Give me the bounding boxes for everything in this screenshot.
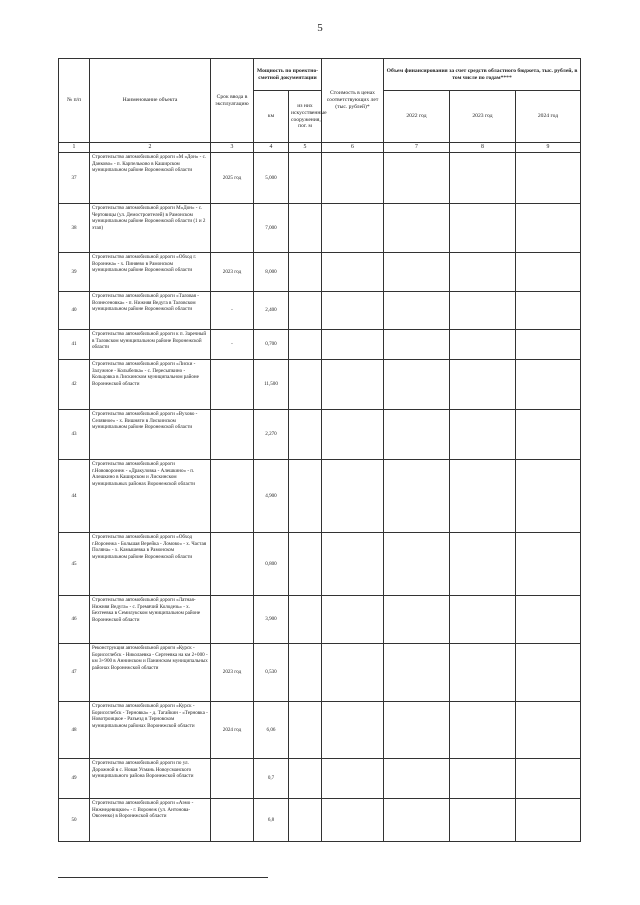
table-row <box>59 533 581 596</box>
object-name: Строительство автомобильной дороги по ул. Дорожной в с. Новая Усмань Новоусманского муниципального района Воронежской области <box>90 759 211 799</box>
row-number: 43 <box>59 410 90 460</box>
funding-2022 <box>384 153 450 204</box>
row-number: 42 <box>59 360 90 410</box>
header-capacity: Мощность по проектно-сметной документации <box>254 59 322 91</box>
table-row <box>59 410 581 460</box>
cost-value <box>322 410 384 460</box>
object-name: Строительство автомобильной дороги «Лиски - Залужное - Колыбелка» - с. Пересыпкино - Кольцовка в Лискинском муниципальном районе Воронежской области <box>90 360 211 410</box>
header-cost: Стоимость в ценах соответствующих лет (тыс. рублей)* <box>322 59 384 143</box>
funding-2024 <box>516 533 581 596</box>
column-number: 7 <box>384 143 450 153</box>
structures-length <box>289 759 322 799</box>
commissioning-term <box>211 204 254 253</box>
structures-length <box>289 410 322 460</box>
structures-length <box>289 644 322 702</box>
funding-2023 <box>450 410 516 460</box>
column-number: 9 <box>516 143 581 153</box>
row-number: 39 <box>59 253 90 292</box>
object-name: Строительство автомобильной дороги г.Нововоронеж - «Дракуловка - Алешкино» - п. Алешкино в Каширском и Лискинском муниципальных районах Воронежской области <box>90 460 211 533</box>
table-row <box>59 702 581 759</box>
row-number: 37 <box>59 153 90 204</box>
funding-2023 <box>450 596 516 644</box>
header-name: Наименование объекта <box>90 59 211 143</box>
funding-2022 <box>384 460 450 533</box>
funding-2022 <box>384 759 450 799</box>
header-no: № п/п <box>59 59 90 143</box>
funding-2024 <box>516 410 581 460</box>
funding-2022 <box>384 596 450 644</box>
object-name: Строительство автомобильной дороги к п. Заречный в Таловском муниципальном районе Воронежской области <box>90 330 211 360</box>
object-name: Строительство автомобильной дороги «Таловая - Вознесеновка» - п. Нижняя Ведуга в Таловском муниципальном районе Воронежской области <box>90 292 211 330</box>
funding-2023 <box>450 533 516 596</box>
table-row <box>59 360 581 410</box>
length-km: 0,700 <box>254 330 289 360</box>
structures-length <box>289 460 322 533</box>
table-row <box>59 253 581 292</box>
funding-2024 <box>516 644 581 702</box>
table-row <box>59 644 581 702</box>
commissioning-term <box>211 410 254 460</box>
row-number: 40 <box>59 292 90 330</box>
funding-2023 <box>450 460 516 533</box>
funding-2023 <box>450 153 516 204</box>
structures-length <box>289 153 322 204</box>
length-km: 8,000 <box>254 253 289 292</box>
length-km: 2,400 <box>254 292 289 330</box>
cost-value <box>322 204 384 253</box>
table-row <box>59 153 581 204</box>
length-km: 4,900 <box>254 460 289 533</box>
funding-2023 <box>450 759 516 799</box>
funding-2023 <box>450 644 516 702</box>
cost-value <box>322 330 384 360</box>
commissioning-term: 2025 год <box>211 153 254 204</box>
length-km: 6,06 <box>254 702 289 759</box>
funding-2023 <box>450 253 516 292</box>
commissioning-term: 2024 год <box>211 702 254 759</box>
row-number: 47 <box>59 644 90 702</box>
funding-2024 <box>516 460 581 533</box>
object-name: Строительство автомобильной дороги «Латная-Нижняя Ведуга» - с. Гремячий Колодезь» - х. Бехтеевка в Семилукском муниципальном районе Воронежской области <box>90 596 211 644</box>
structures-length <box>289 360 322 410</box>
commissioning-term: 2023 год <box>211 253 254 292</box>
header-2023: 2023 год <box>450 91 516 143</box>
object-name: Строительство автомобильной дороги «Обход г.Воронежа - Большая Верейка - Ломово» - х. Частая Поляна» - х. Камышевка в Рамонском муниципальном районе Воронежской области <box>90 533 211 596</box>
length-km: 0,800 <box>254 533 289 596</box>
commissioning-term: - <box>211 292 254 330</box>
commissioning-term <box>211 533 254 596</box>
funding-2022 <box>384 799 450 842</box>
funding-2022 <box>384 410 450 460</box>
funding-2024 <box>516 253 581 292</box>
page-number: 5 <box>317 22 323 34</box>
funding-2022 <box>384 330 450 360</box>
commissioning-term: 2023 год <box>211 644 254 702</box>
funding-2022 <box>384 644 450 702</box>
row-number: 45 <box>59 533 90 596</box>
table-row <box>59 799 581 842</box>
structures-length <box>289 596 322 644</box>
header-km: км <box>254 91 289 143</box>
funding-2023 <box>450 360 516 410</box>
row-number: 38 <box>59 204 90 253</box>
structures-length <box>289 702 322 759</box>
structures-length <box>289 292 322 330</box>
length-km: 0,7 <box>254 759 289 799</box>
column-number: 4 <box>254 143 289 153</box>
column-number: 3 <box>211 143 254 153</box>
table-row <box>59 204 581 253</box>
length-km: 3,900 <box>254 596 289 644</box>
funding-2024 <box>516 360 581 410</box>
column-number: 6 <box>322 143 384 153</box>
structures-length <box>289 253 322 292</box>
column-number: 2 <box>90 143 211 153</box>
footnote-separator <box>58 877 268 878</box>
table-row <box>59 759 581 799</box>
structures-length <box>289 533 322 596</box>
row-number: 49 <box>59 759 90 799</box>
funding-2023 <box>450 702 516 759</box>
object-name: Строительство автомобильной дороги «Курск - Борисоглебск - Терновка» - д. Тагайкин - «Терновка - Новотроицкое - Разъезд в Терновском муниципальном районах Воронежской области <box>90 702 211 759</box>
funding-2022 <box>384 360 450 410</box>
object-name: Строительство автомобильной дороги «Обход г. Воронежа» - х. Пиняево в Рамонском муниципальном районе Воронежской области <box>90 253 211 292</box>
length-km: 2,270 <box>254 410 289 460</box>
object-name: Строительство автомобильной дороги «Вухово - Селявное» - х. Вишняги в Лискинском муниципальном районе Воронежской области <box>90 410 211 460</box>
length-km: 11,500 <box>254 360 289 410</box>
object-name: Строительство автомобильной дороги М«Дон» - с. Чертовицы (ул. Демостроителей) в Рамонском муниципальном районе Воронежской области (1 и 2 этап) <box>90 204 211 253</box>
structures-length <box>289 204 322 253</box>
length-km: 6,8 <box>254 799 289 842</box>
commissioning-term <box>211 799 254 842</box>
cost-value <box>322 292 384 330</box>
header-2022: 2022 год <box>384 91 450 143</box>
funding-2024 <box>516 596 581 644</box>
funding-2023 <box>450 799 516 842</box>
funding-2022 <box>384 292 450 330</box>
cost-value <box>322 596 384 644</box>
cost-value <box>322 360 384 410</box>
funding-2022 <box>384 204 450 253</box>
length-km: 5,000 <box>254 153 289 204</box>
structures-length <box>289 330 322 360</box>
row-number: 44 <box>59 460 90 533</box>
structures-length <box>289 799 322 842</box>
row-number: 46 <box>59 596 90 644</box>
cost-value <box>322 253 384 292</box>
commissioning-term <box>211 596 254 644</box>
cost-value <box>322 153 384 204</box>
row-number: 41 <box>59 330 90 360</box>
cost-value <box>322 644 384 702</box>
header-structures: из них искусственные сооружения, пог. м <box>289 91 322 143</box>
commissioning-term <box>211 360 254 410</box>
funding-2024 <box>516 292 581 330</box>
funding-2023 <box>450 330 516 360</box>
length-km: 0,530 <box>254 644 289 702</box>
object-name: Строительство автомобильной дороги «Аэмо - Нижнедевицкое» - г. Воронеж (ул. Антонова-Овсеенко) в Воронежской области <box>90 799 211 842</box>
column-number: 5 <box>289 143 322 153</box>
funding-2022 <box>384 253 450 292</box>
table-row <box>59 460 581 533</box>
header-term: Срок ввода в эксплуатацию <box>211 59 254 143</box>
row-number: 48 <box>59 702 90 759</box>
funding-2024 <box>516 702 581 759</box>
object-name: Строительство автомобильной дороги «М «Дон» - с. Данково» - п. Карпельково в Каширском муниципальном районе Воронежской области <box>90 153 211 204</box>
cost-value <box>322 702 384 759</box>
column-number: 1 <box>59 143 90 153</box>
column-number: 8 <box>450 143 516 153</box>
column-number-row <box>59 143 581 153</box>
funding-2022 <box>384 533 450 596</box>
cost-value <box>322 533 384 596</box>
object-name: Реконструкция автомобильной дороги «Курск - Борисоглебск - Николаевка - Сергеевка на км 2+000 - км 3+900 в Аннинском и Панинском муниципальных районах Воронежской области <box>90 644 211 702</box>
commissioning-term: - <box>211 330 254 360</box>
funding-2023 <box>450 292 516 330</box>
cost-value <box>322 799 384 842</box>
funding-2024 <box>516 799 581 842</box>
cost-value <box>322 460 384 533</box>
funding-2024 <box>516 204 581 253</box>
table-row <box>59 292 581 330</box>
table-row <box>59 596 581 644</box>
funding-2024 <box>516 759 581 799</box>
commissioning-term <box>211 759 254 799</box>
table-row <box>59 330 581 360</box>
header-2024: 2024 год <box>516 91 581 143</box>
commissioning-term <box>211 460 254 533</box>
funding-2024 <box>516 330 581 360</box>
length-km: 7,000 <box>254 204 289 253</box>
funding-2022 <box>384 702 450 759</box>
cost-value <box>322 759 384 799</box>
objects-table <box>58 58 581 842</box>
row-number: 50 <box>59 799 90 842</box>
header-funding: Объем финансирования за счет средств областного бюджета, тыс. рублей, в том числе по годам**** <box>384 59 581 91</box>
funding-2024 <box>516 153 581 204</box>
funding-2023 <box>450 204 516 253</box>
